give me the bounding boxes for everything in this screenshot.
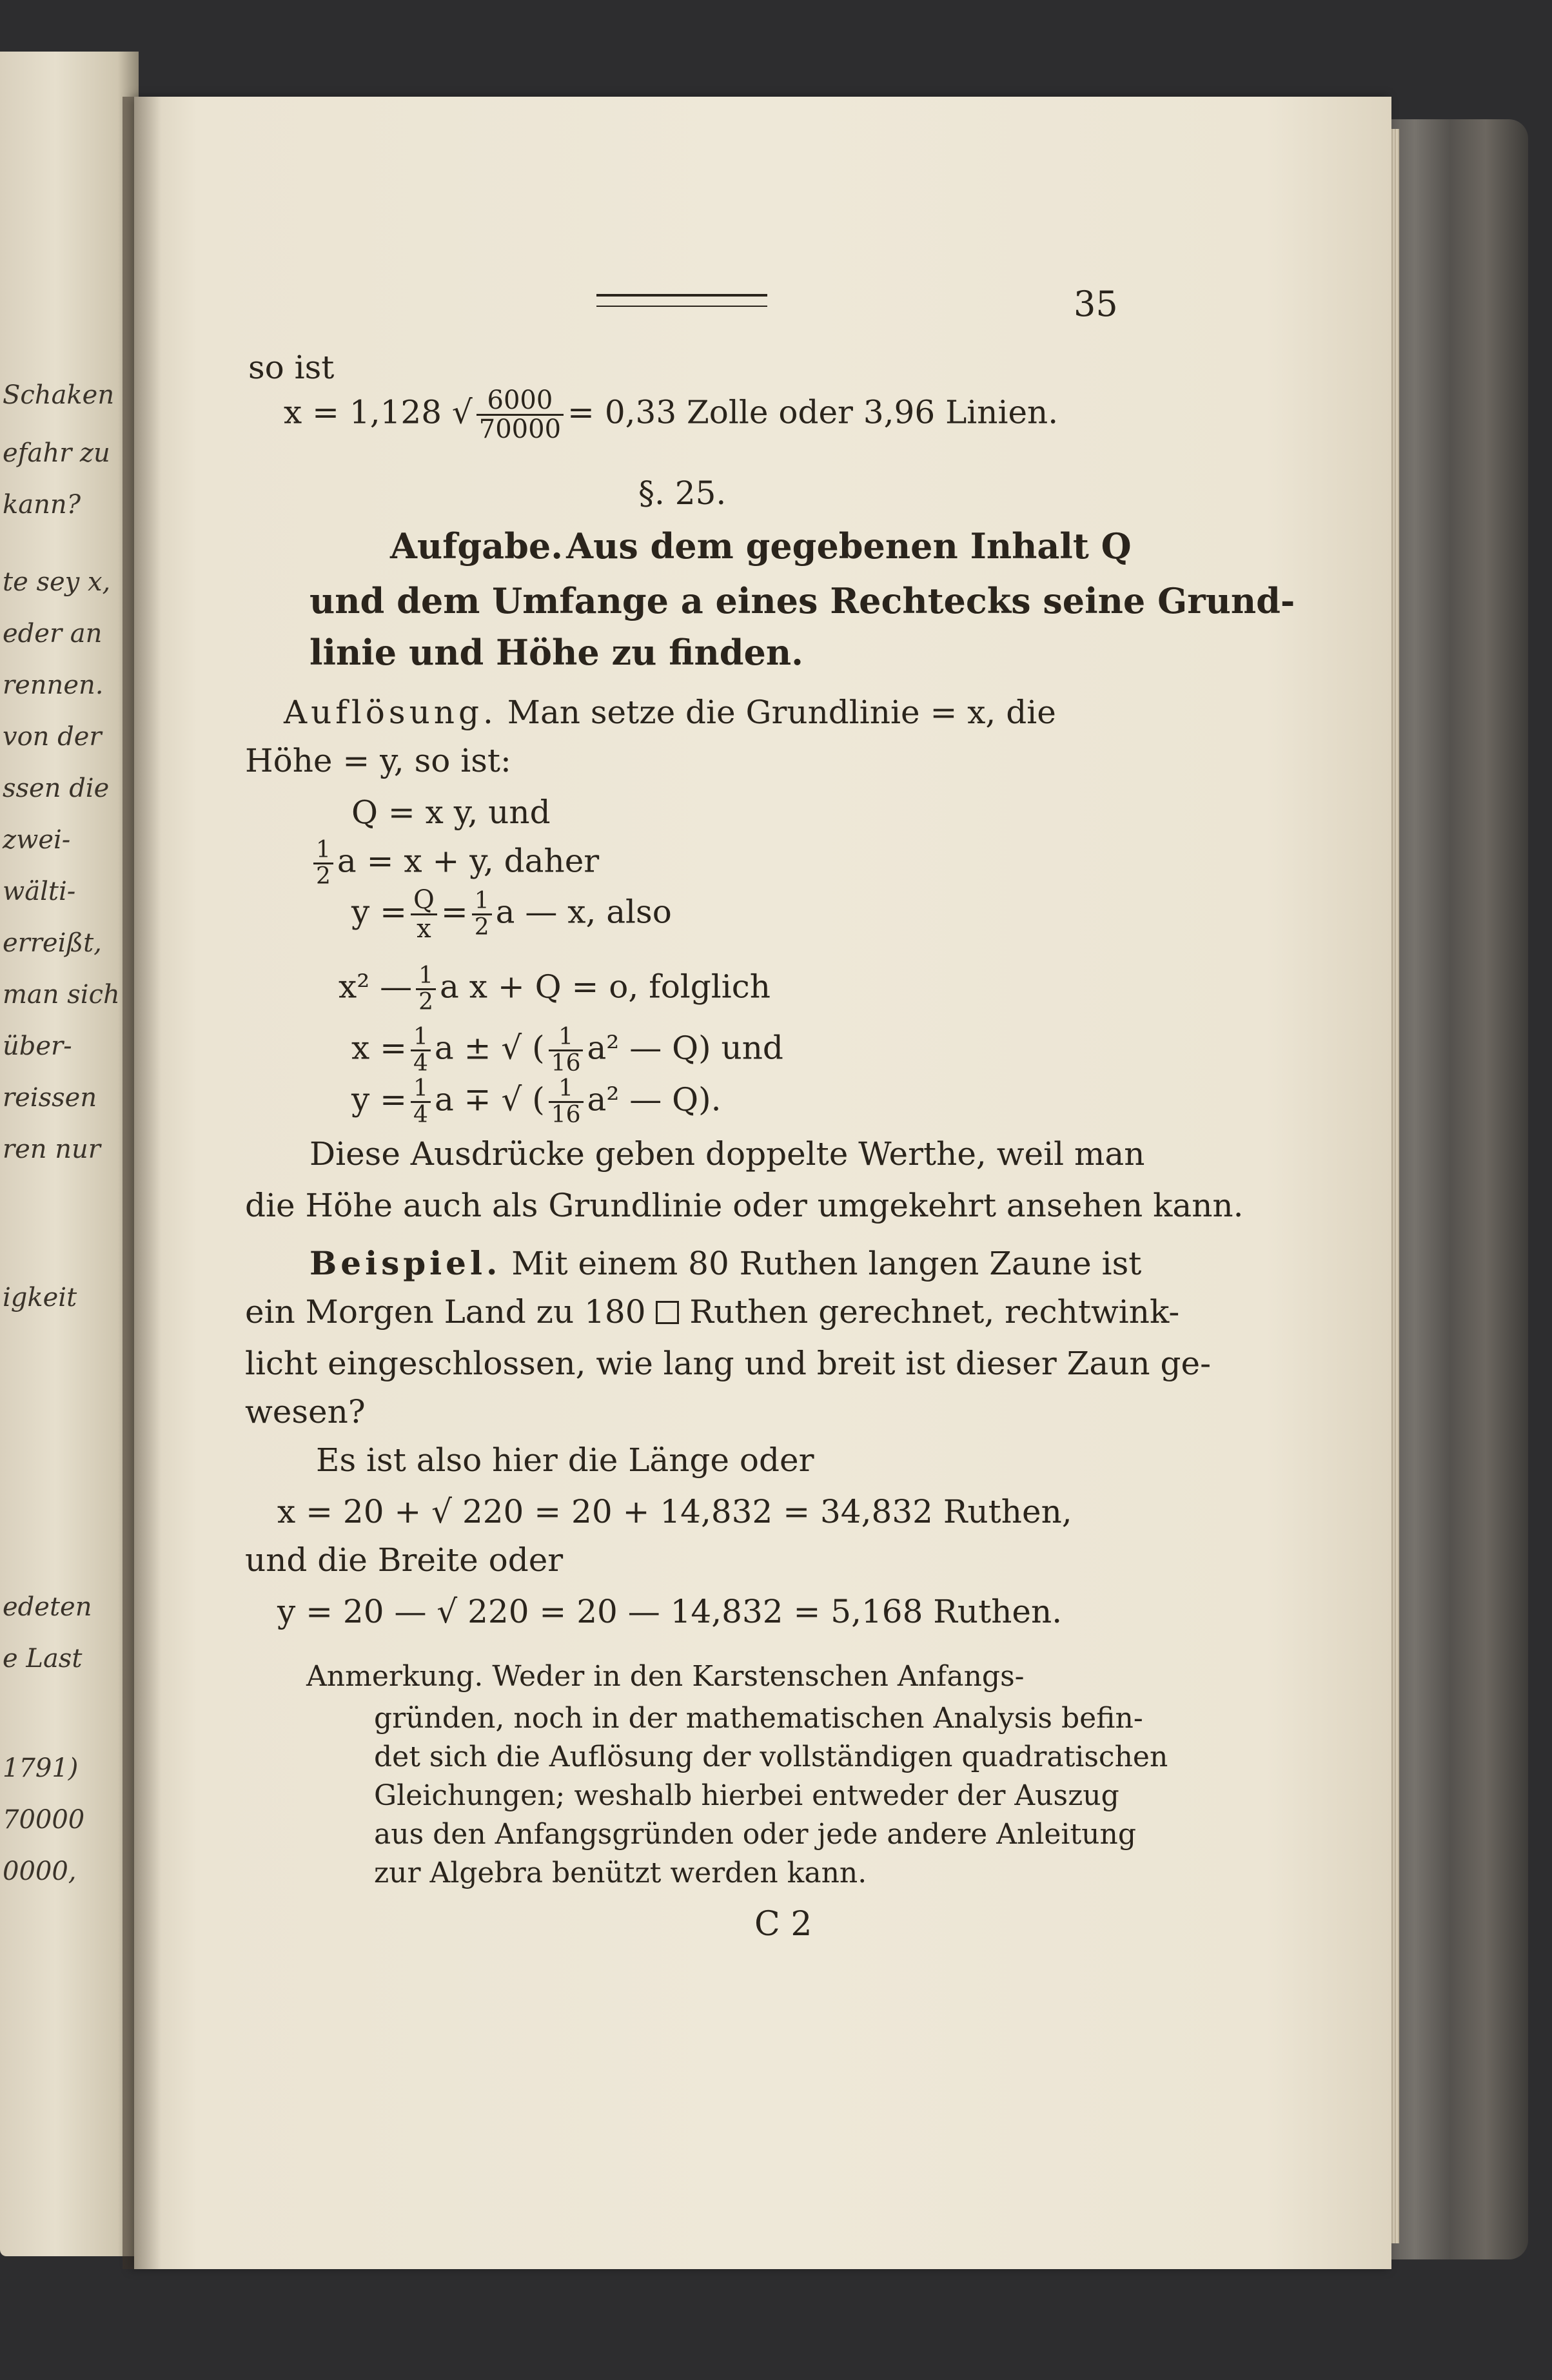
left-page [0, 52, 139, 2256]
equation-4 [339, 964, 771, 1015]
example-line-3: licht eingeschlossen, wie lang und breit ist dieser Zaun ge- [245, 1345, 1211, 1382]
fraction-denominator: 16 [551, 1049, 581, 1077]
equation-part: y = [351, 893, 408, 931]
left-page-line: kann? [3, 490, 81, 520]
fraction [416, 964, 436, 1015]
note-line-6: zur Algebra benützt werden kann. [374, 1857, 867, 1889]
header-rule [596, 294, 767, 307]
equation-part: x = [351, 1029, 407, 1067]
left-page-line: eder an [3, 619, 103, 649]
left-page-line: Schaken [3, 380, 115, 410]
fraction [549, 1077, 584, 1127]
fraction-denominator: 4 [413, 1101, 428, 1128]
gutter-shadow [123, 97, 161, 2269]
task-line-3: linie und Höhe zu finden. [309, 632, 803, 673]
fraction-numerator: 1 [416, 964, 436, 990]
book-cover-edge [1386, 119, 1528, 2259]
left-page-line: 70000 [3, 1805, 85, 1835]
intro-text: so ist [248, 349, 335, 386]
solution-line-2: Höhe = y, so ist: [245, 742, 511, 779]
example-line-4: wesen? [245, 1393, 366, 1430]
equation-part: a² — Q) und [587, 1029, 783, 1067]
left-page-line: te sey x, [3, 567, 111, 597]
example-text: ein Morgen Land zu 180 [245, 1293, 646, 1331]
equation-5 [351, 1025, 783, 1076]
note-text: Weder in den Karstenschen Anfangs- [492, 1660, 1025, 1693]
note-line-5: aus den Anfangsgründen oder jede andere Anleitung [374, 1818, 1137, 1851]
equation-part: x² — [339, 968, 413, 1006]
task-line-2: und dem Umfange a eines Rechtecks seine Grund- [309, 580, 1295, 621]
left-page-line: von der [3, 722, 102, 752]
fraction [313, 838, 333, 889]
solution-text: Man setze die Grundlinie = x, die [507, 694, 1056, 731]
example-equation-1: x = 20 + √ 220 = 20 + 14,832 = 34,832 Ruthen, [277, 1493, 1072, 1530]
equation-part: a² — Q). [587, 1080, 722, 1118]
example-line-5: Es ist also hier die Länge oder [316, 1441, 814, 1479]
equation-3 [351, 886, 672, 942]
fraction-denominator: 2 [474, 914, 489, 941]
task-label: Aufgabe. [390, 525, 564, 567]
equation-part: x = 1,128 √ [284, 393, 473, 431]
fraction-numerator: 1 [472, 889, 492, 915]
fraction-denominator: 16 [551, 1101, 581, 1128]
left-page-line: 1791) [3, 1753, 79, 1783]
note-line-2: gründen, noch in der mathematischen Analysis befin- [374, 1702, 1143, 1735]
task-text: Aus dem gegebenen Inhalt Q [566, 525, 1132, 567]
left-page-line: igkeit [3, 1283, 77, 1312]
equation-first [284, 387, 1058, 443]
equation-2 [309, 838, 599, 889]
square-symbol-icon [656, 1301, 679, 1324]
left-page-line: edeten [3, 1592, 92, 1622]
example-label: Beispiel. [309, 1244, 502, 1282]
fraction [472, 889, 492, 940]
equation-part: a = x + y, daher [337, 842, 600, 880]
left-page-line: reissen [3, 1083, 97, 1113]
left-page-line: e Last [3, 1644, 83, 1673]
example-text: Ruthen gerechnet, rechtwink- [689, 1293, 1180, 1331]
equation-part: = 0,33 Zolle oder 3,96 Linien. [567, 393, 1059, 431]
equation-part: y = [351, 1080, 408, 1118]
task-line-1 [390, 525, 1132, 567]
fraction-denominator: 4 [413, 1049, 428, 1077]
fraction [549, 1025, 584, 1076]
example-line-2 [245, 1293, 1180, 1331]
solution-line-1 [284, 694, 1056, 731]
fraction [411, 1025, 431, 1076]
equation-part: a x + Q = o, folglich [440, 968, 771, 1006]
equation-part: a ± √ ( [434, 1029, 545, 1067]
remark-line-1: Diese Ausdrücke geben doppelte Werthe, weil man [309, 1135, 1145, 1173]
fraction-denominator: 2 [418, 988, 434, 1015]
left-page-line: ren nur [3, 1135, 101, 1164]
left-page-line: ssen die [3, 774, 110, 803]
left-page-line: zwei- [3, 825, 71, 855]
equation-6 [351, 1077, 722, 1127]
left-page-line: 0000, [3, 1857, 77, 1886]
example-line-6: und die Breite oder [245, 1541, 564, 1579]
section-number: §. 25. [638, 474, 727, 512]
note-line-4: Gleichungen; weshalb hierbei entweder der Auszug [374, 1779, 1119, 1812]
fraction-denominator: 70000 [478, 415, 562, 444]
solution-label: Auflösung. [284, 694, 497, 731]
example-line-1 [309, 1244, 1142, 1282]
equation-part: = [440, 893, 468, 931]
fraction-numerator: 1 [549, 1025, 584, 1051]
left-page-line: erreißt, [3, 928, 102, 958]
note-label: Anmerkung. [306, 1660, 484, 1693]
fraction-denominator: 2 [316, 863, 331, 890]
fraction-numerator: 1 [411, 1025, 431, 1051]
note-line-1 [306, 1660, 1025, 1693]
left-page-line: wälti- [3, 877, 76, 906]
fraction [476, 387, 564, 443]
note-line-3: det sich die Auflösung der vollständigen quadratischen [374, 1741, 1168, 1773]
page-number: 35 [1074, 284, 1118, 324]
fraction-numerator: 6000 [476, 387, 564, 416]
equation-part: a — x, also [495, 893, 672, 931]
fraction-numerator: 1 [549, 1077, 584, 1103]
fraction-numerator: 1 [313, 838, 333, 864]
fraction-numerator: 1 [411, 1077, 431, 1103]
example-text: Mit einem 80 Ruthen langen Zaune ist [511, 1245, 1142, 1282]
equation-1: Q = x y, und [351, 794, 551, 831]
fraction [411, 1077, 431, 1127]
left-page-line: man sich [3, 980, 120, 1010]
example-equation-2: y = 20 — √ 220 = 20 — 14,832 = 5,168 Ruthen. [277, 1593, 1063, 1630]
left-page-line: efahr zu [3, 438, 110, 468]
fraction-denominator: x [417, 914, 431, 944]
fraction-numerator: Q [411, 886, 437, 915]
left-page-line: rennen. [3, 670, 104, 700]
left-page-line: über- [3, 1031, 72, 1061]
remark-line-2: die Höhe auch als Grundlinie oder umgekehrt ansehen kann. [245, 1187, 1244, 1224]
equation-part: a ∓ √ ( [434, 1080, 545, 1118]
fraction [411, 886, 437, 942]
signature-mark: C 2 [754, 1905, 812, 1944]
